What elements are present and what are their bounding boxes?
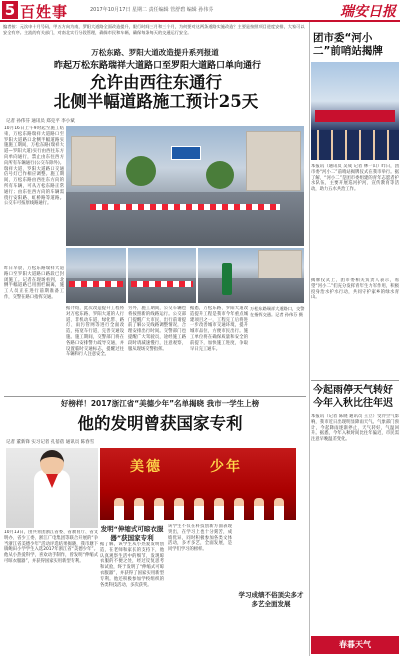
student-head: [40, 450, 64, 476]
student-portrait: [6, 448, 98, 528]
story1-deck: 万松东路、罗阳大道改造提升系列报道: [91, 48, 219, 57]
sidebar-text-2: 本报讯（记者 陈晓 通讯员 王立）受冷空气影响，我市近日出现明显降雨天气。气象部门预计，今起降雨逐渐停止，天气转好，气温回升。据悉，今年入秋时间比往年偏迟，市民需注意早晚温差变化。: [311, 414, 399, 443]
stage-banner-text-1: 美德: [130, 459, 162, 475]
sidebar-divider: [311, 380, 399, 381]
story2-byline: 记者 董新锋 实习记者 孔蓓蓓 通讯员 陈春雪: [6, 440, 95, 445]
story1-main-photo: [66, 126, 304, 246]
story2-headline: 他的发明曾获国家专利: [77, 414, 243, 433]
building-shape: [71, 136, 116, 186]
story2-subhead-1: 发明“伸缩式可晾衣服器”获国家专利: [100, 525, 164, 542]
sidebar-text-1: 本报讯（通讯员 吴成 记者 林一山）昨日，团市委“河小二”前哨站揭牌仪式在我市举行。据了解，“河小二”是团市委组建的青年志愿者护水队伍，主要开展巡河护河、宣传教育等活动，助力五水共治工作。: [311, 164, 399, 193]
awardee-figure: [134, 498, 144, 520]
awardee-figure: [154, 498, 164, 520]
story1-photo-3: [128, 248, 196, 303]
construction-barrier: [69, 281, 123, 287]
story1-photo-2: [66, 248, 126, 303]
construction-barrier: [90, 204, 280, 210]
section-title: 百姓事: [20, 3, 69, 21]
building-shape: [258, 250, 302, 280]
story2-column-2: 据了解，该学生从小热爱发明创造，在老师和家长的支持下，他认真观察生活中的细节，发现晾衣服的不便之处，经过反复思考和试验，终于发明了“伸缩式可晾衣服器”，并获得了国家实用新型专利。他还积极参加学校组织的各类科技活动，多次获奖。: [100, 542, 164, 588]
story1-photo-caption: 万松东路瑞祥大道路口，交警在指挥交通。记者 孙伟芬 摄: [250, 306, 305, 317]
road-sign: [171, 146, 201, 160]
story1-column-2: 据介绍，此次改造提升工程将对万松东路、罗阳大道的人行道、非机动车道、绿化带、路灯、雨污管网等进行全面改造，拓宽车行道，完善交通设施。施工期间，交警部门将在各路口安排警力疏导交通，并设置临时交通标志，提醒过往车辆和行人注意安全。: [66, 306, 124, 358]
story1-headline-line1: 允许由西往东通行: [90, 73, 222, 92]
road-shape: [66, 192, 304, 246]
award-stage-photo: [100, 448, 296, 520]
awardee-figure: [174, 498, 184, 520]
story1-column-3: 另外，施工期间，公交车辆也将按照新的线路运行。公交部门提醒广大市民，出行前请提前了解公交线路调整情况，合理安排出行时间。交警部门也提醒广大驾驶员，途经施工路段时请减速慢行，注意观察，服从现场交警指挥。: [128, 306, 186, 352]
awardee-figure: [234, 498, 244, 520]
stage-banner-text-2: 少年: [210, 459, 242, 475]
awardee-figure: [194, 498, 204, 520]
awardee-figure: [114, 498, 124, 520]
section-divider: [4, 396, 306, 397]
sidebar-text-1b: 揭牌仪式上，团市委相关负责人表示，希望“河小二”们充分发挥青年生力军作用，积极投身治水护水行动，共同守护家乡的绿水青山。: [311, 278, 399, 301]
story2-deck: 好榜样！2017浙江省“美德少年”名单揭晓 我市一学生上榜: [60, 399, 260, 408]
editor-note: 编者按：元次申十月号码，甲五方向为南，罗阳大道路全面改造提升，限行时间三月和三个月，为何要对这两条道路实施改造？主要是按照项目进度安排，大家可以安全有序。主流的有关部门，对南北实行分段管理，确保市民和车辆，确保每条每天的交通运行安全。: [3, 24, 305, 35]
awardee-figure: [254, 498, 264, 520]
traffic-police-figure: [222, 263, 232, 295]
tree-shape: [206, 161, 234, 189]
story2-column-1: 10月13日，由共青团浙江省委、省教育厅、省文明办、省少工委、浙江广电集团等联合开展的“争当浙江省美德少年”活动评选结果揭晓，我市塘下镇鲍田小学学生入选2017年浙江省“美德少年”。他从小热爱科学，喜欢动手制作，曾发明“伸缩式可晾衣服器”，并获得国家实用新型专利。: [4, 530, 98, 564]
page-number: 5: [2, 1, 18, 19]
sidebar-headline-1: 团市委“河小二”前哨站揭牌: [313, 32, 383, 57]
newspaper-logo: 瑞安日报: [340, 4, 396, 20]
construction-barrier: [131, 281, 192, 287]
ceremony-banner: [315, 110, 395, 122]
story1-photo-police: [198, 248, 304, 303]
sidebar-headline-2: 今起雨停天气转好 今年入秋比往年迟: [313, 385, 393, 409]
story1-headline: [6, 73, 306, 111]
story1-column-4: 据悉，万松东路、罗阳大道改造提升工程是我市今年重点城建项目之一，工程完工后将进一步改善城市交通环境，提升城市品位，方便市民出行。施工单位将在确保质量和安全的前提下，加快施工进度，争取早日完工通车。: [190, 306, 248, 352]
awardee-figure: [214, 498, 224, 520]
tree-shape: [126, 156, 156, 186]
road-shape: [198, 278, 304, 303]
crowd-shape: [311, 130, 399, 160]
story1-column-1b: 昨日早晨，万松东路瑞祥大道路口至罗阳大道路口路段已封闭施工。记者在现场看到，北侧半幅道路已用围栏隔离，施工人员正在进行前期准备工作，交警在路口指挥交通。: [4, 266, 64, 300]
building-shape: [246, 131, 301, 191]
issue-meta: 2017年10月17日 星期二 责任编辑 管舒碧 编辑 孙伟芬: [90, 7, 214, 13]
story1-headline-line2: 北侧半幅道路施工预计25天: [53, 92, 259, 111]
sidebar-footer-banner: 春暮天气: [311, 636, 399, 654]
sidebar-photo-ceremony: [311, 62, 399, 160]
page-header: [0, 0, 400, 22]
story1-byline: 记者 孙伟芬 通讯员 郑克平 李小斌: [6, 119, 75, 124]
story2-column-3: 该学生不仅在科技创新方面表现突出，在学习上也十分刻苦，成绩优异，同时积极参加各类文体活动，多才多艺，全面发展，是同学们学习的榜样。: [168, 524, 232, 553]
awardee-figure: [274, 498, 284, 520]
story1-subtitle: 昨起万松东路瑞祥大道路口至罗阳大道路口单向通行: [53, 61, 261, 71]
story1-column-1: 10月16日上午9时起至施工结束，万松东路瑞祥大道路口至罗阳大道路口北侧半幅道路实施施工期间，万松东路(瑞祥大道—罗阳大道)实行由西往东方向单向通行，禁止由东往西方向所有车辆通行(公交车除外)。瑞祥大道、罗阳大道路口交通信号灯已作相应调整。施工期间，万松东路由西往东方向的所有车辆，可从万松东路正常通行；由东往西方向的车辆需绕行安阳路、虹桥路等道路。公交车可按原线路通行。: [4, 126, 64, 207]
story2-subhead-2: 学习成绩不俗顶尖多才多艺全面发展: [238, 591, 304, 608]
